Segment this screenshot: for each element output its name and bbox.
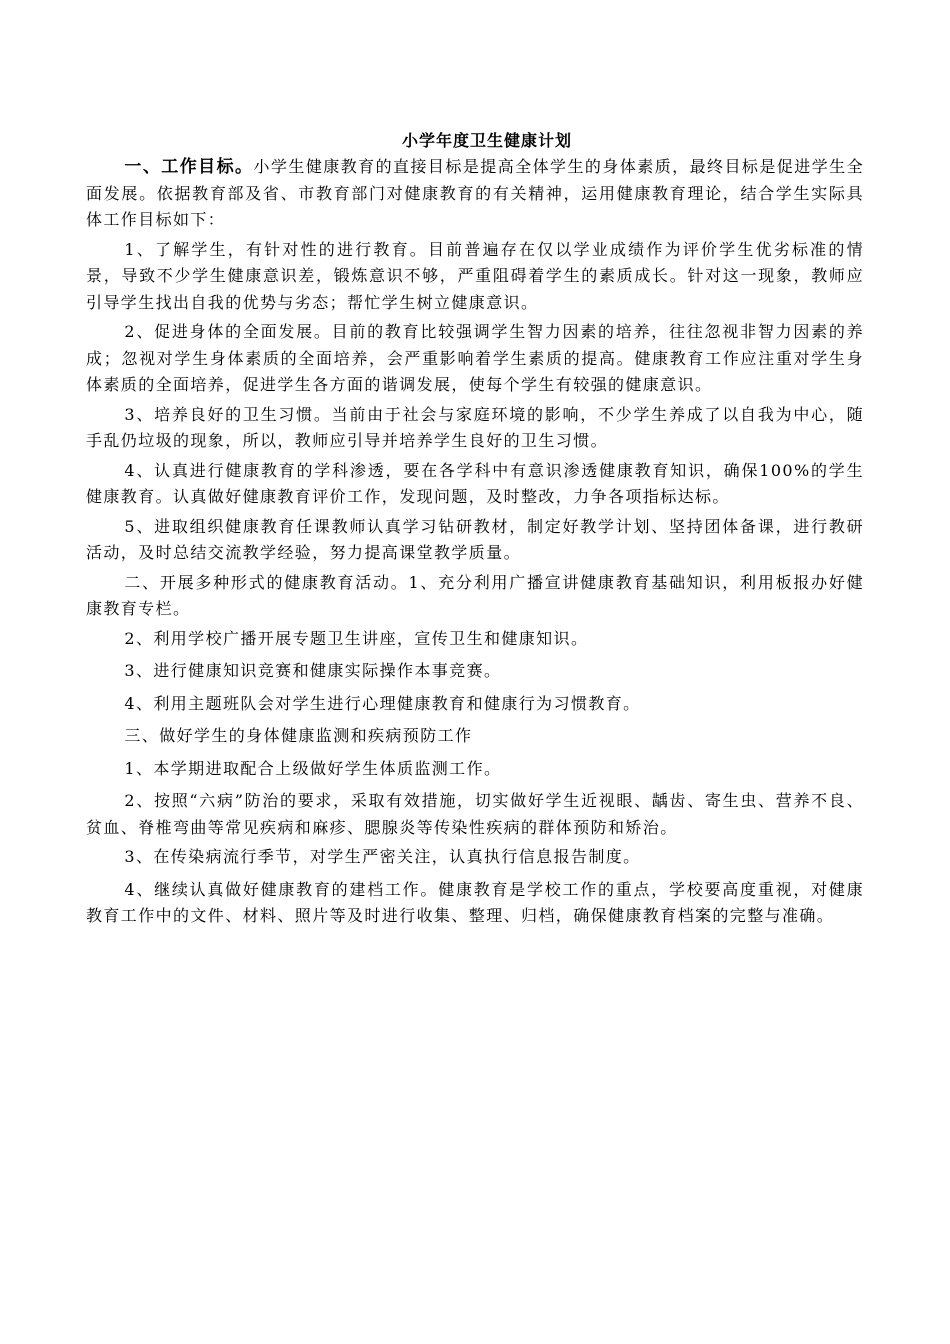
- paragraph-goal-4: 4、认真进行健康教育的学科渗透，要在各学科中有意识渗透健康教育知识，确保100%的学生健康教育。认真做好健康教育评价工作，发现问题，及时整改，力争各项指标达标。: [86, 460, 864, 506]
- document-page: [86, 128, 864, 933]
- paragraph-goal-5: 5、进取组织健康教育任课教师认真学习钻研教材，制定好教学计划、坚持团体备课，进行教研活动，及时总结交流教学经验，努力提高课堂教学质量。: [86, 516, 864, 562]
- paragraph-section-3: 三、做好学生的身体健康监测和疾病预防工作: [124, 726, 473, 745]
- paragraph-goal-2: 2、促进身体的全面发展。目前的教育比较强调学生智力因素的培养，往往忽视非智力因素的养成；忽视对学生身体素质的全面培养，会严重影响着学生素质的提高。健康教育工作应注重对学生身体素质的全面培养，促进学生各方面的谐调发展，使每个学生有较强的健康意识。: [86, 322, 864, 394]
- paragraph-section-2: 二、开展多种形式的健康教育活动。1、充分利用广播宣讲健康教育基础知识，利用板报办好健康教育专栏。: [86, 572, 864, 618]
- paragraph-activity-3: 3、进行健康知识竞赛和健康实际操作本事竞赛。: [124, 661, 502, 680]
- paragraph-lead: 一、工作目标。: [124, 157, 254, 177]
- paragraph-activity-2: 2、利用学校广播开展专题卫生讲座，宣传卫生和健康知识。: [124, 628, 589, 648]
- paragraph-work-goal: [86, 154, 864, 234]
- paragraph-monitor-4: 4、继续认真做好健康教育的建档工作。健康教育是学校工作的重点，学校要高度重视，对健康教育工作中的文件、材料、照片等及时进行收集、整理、归档，确保健康教育档案的完整与准确。: [86, 879, 864, 925]
- paragraph-monitor-1: 1、本学期进取配合上级做好学生体质监测工作。: [124, 758, 502, 778]
- paragraph-goal-1: 1、了解学生，有针对性的进行教育。目前普遍存在仅以学业成绩作为评价学生优劣标准的情景，导致不少学生健康意识差，锻炼意识不够，严重阻碍着学生的素质成长。针对这一现象，教师应引导学生找出自我的优势与劣态；帮忙学生树立健康意识。: [86, 239, 864, 312]
- paragraph-monitor-3: 3、在传染病流行季节，对学生严密关注，认真执行信息报告制度。: [124, 847, 641, 866]
- paragraph-text: 小学生健康教育的直接目标是提高全体学生的身体素质，最终目标是促进学生全面发展。依据教育部及省、市教育部门对健康教育的有关精神，运用健康教育理论，结合学生实际具体工作目标如下：: [86, 157, 864, 229]
- document-title: 小学年度卫生健康计划: [401, 131, 572, 150]
- paragraph-goal-3: 3、培养良好的卫生习惯。当前由于社会与家庭环境的影响，不少学生养成了以自我为中心，随手乱仍垃圾的现象，所以，教师应引导并培养学生良好的卫生习惯。: [86, 404, 864, 450]
- paragraph-activity-4: 4、利用主题班队会对学生进行心理健康教育和健康行为习惯教育。: [124, 693, 641, 713]
- paragraph-monitor-2: 2、按照“六病”防治的要求，采取有效措施，切实做好学生近视眼、龋齿、寄生虫、营养不良、贫血、脊椎弯曲等常见疾病和麻疹、腮腺炎等传染性疾病的群体预防和矫治。: [86, 791, 864, 837]
